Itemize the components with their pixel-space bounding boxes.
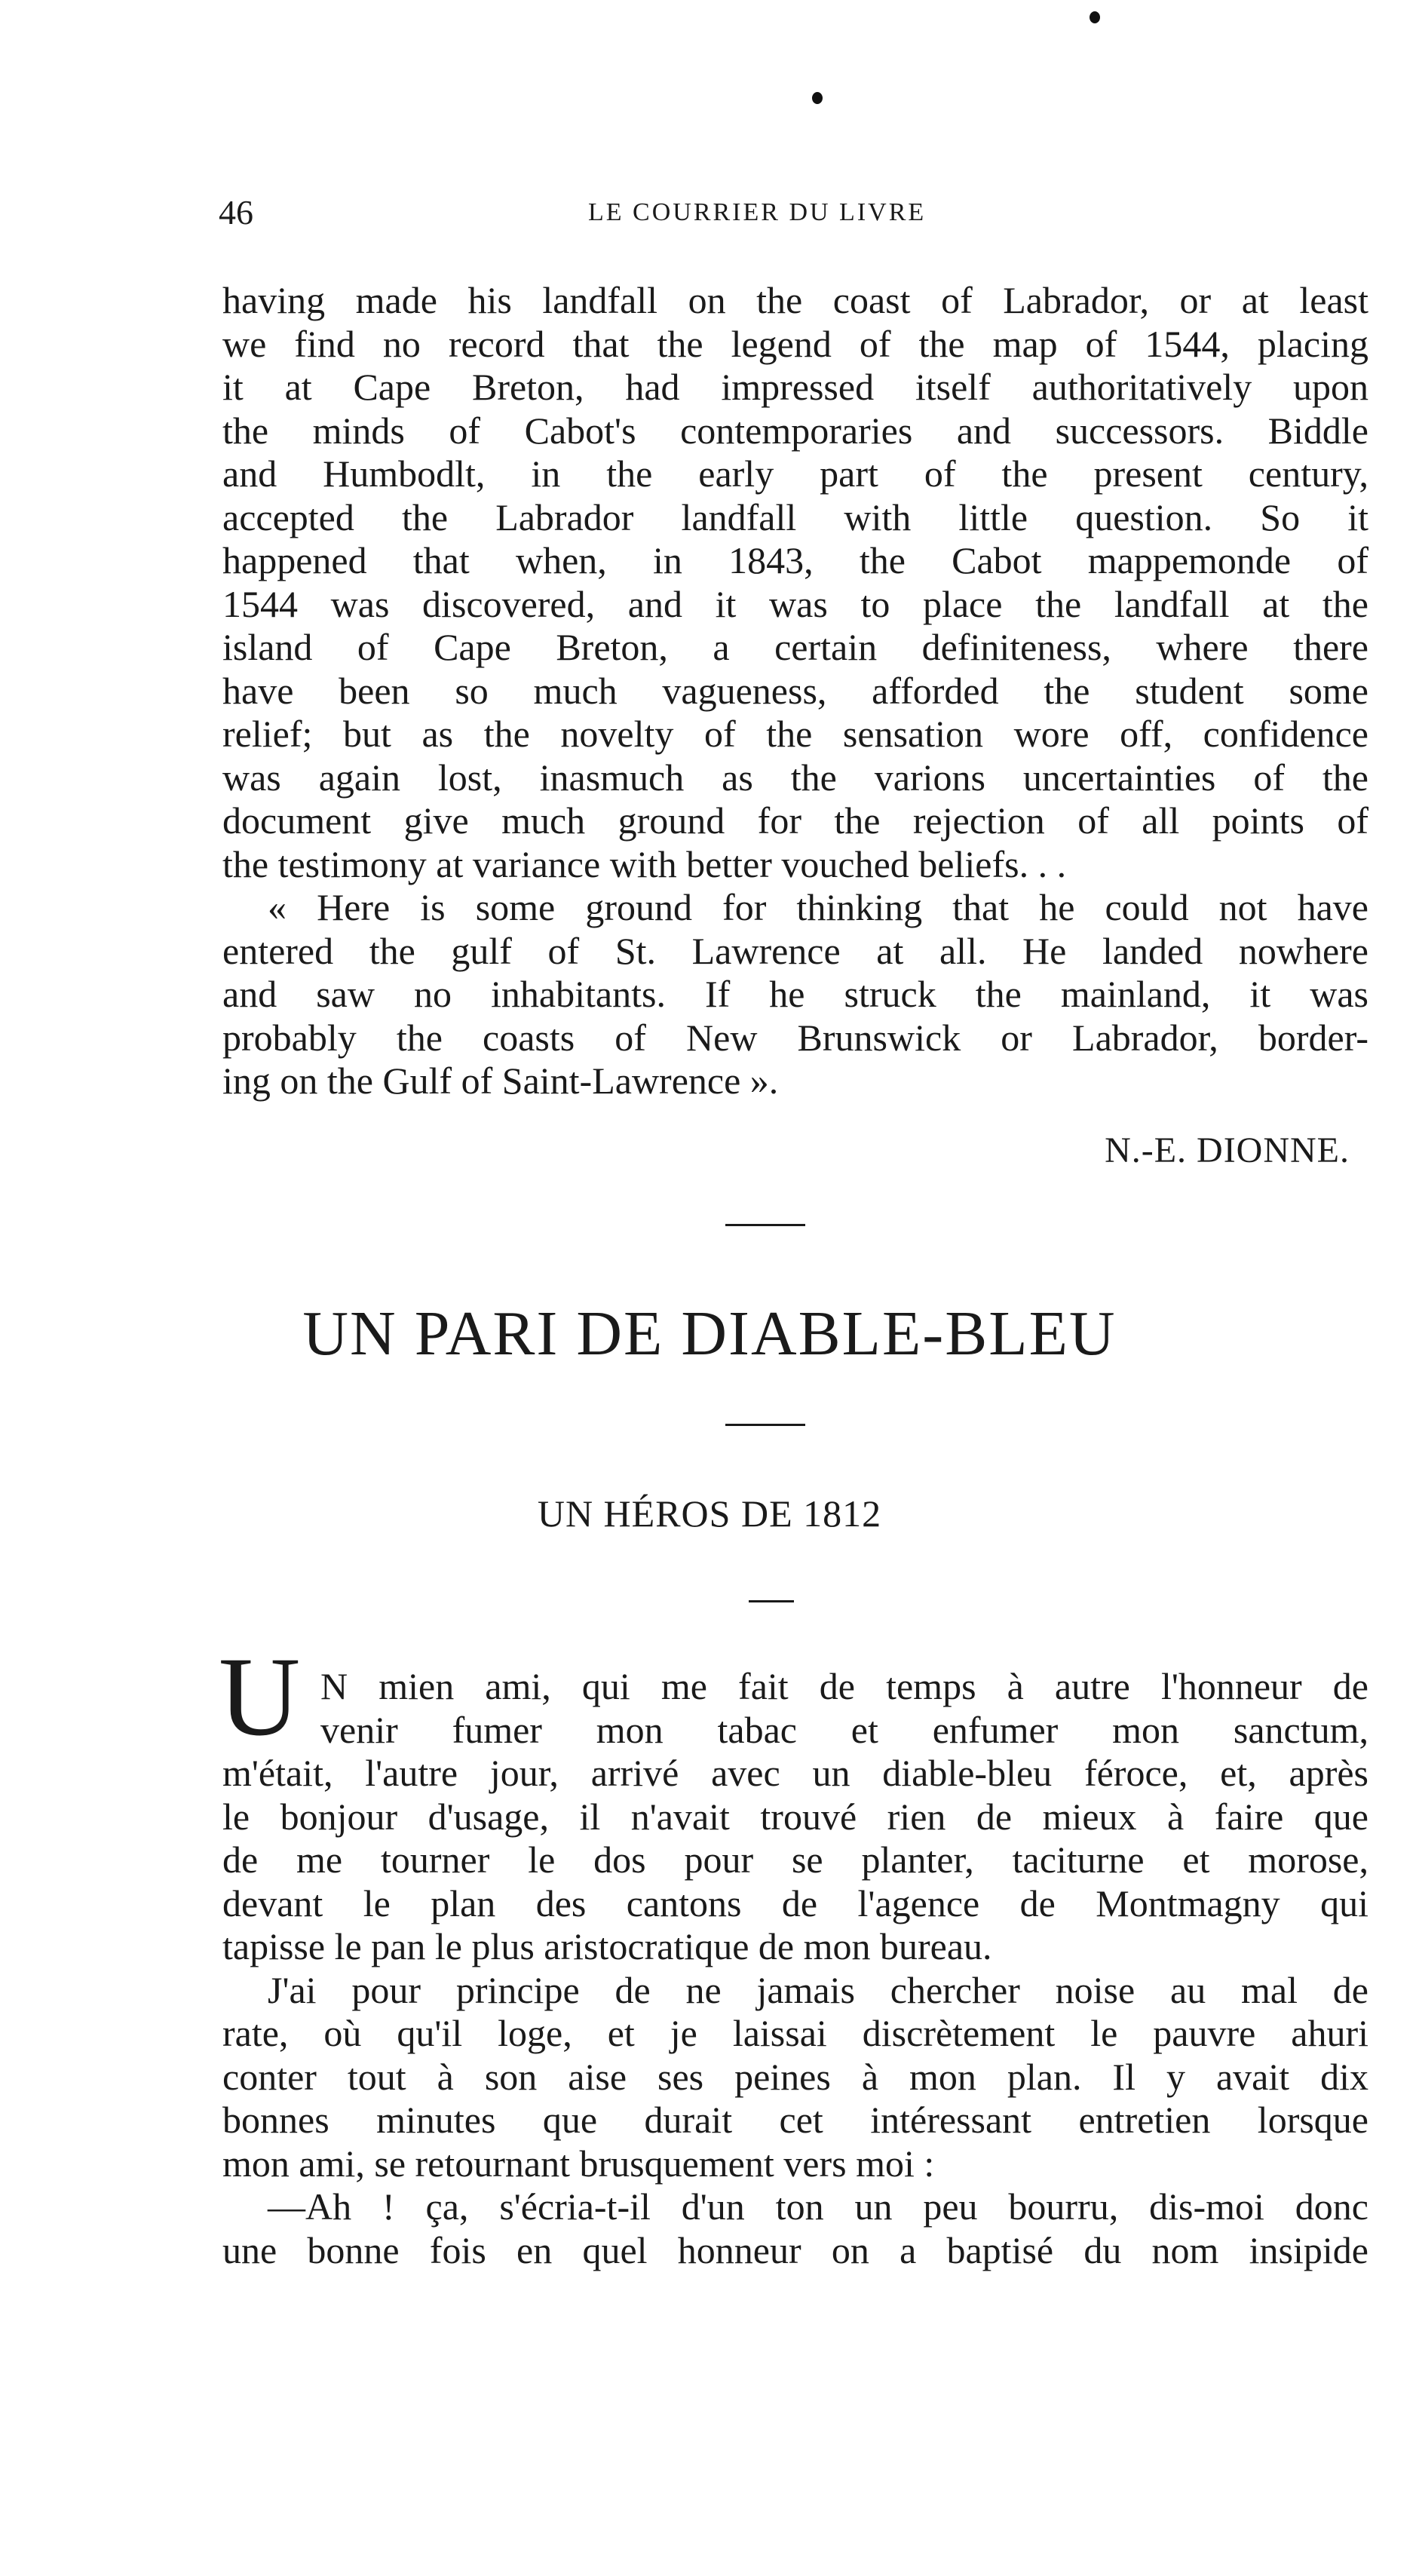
text-line: conter tout à son aise ses peines à mon plan. Il y avait dix <box>222 2055 1368 2098</box>
quote-line: ing on the Gulf of Saint-Lawrence ». <box>222 1060 779 1102</box>
text-line: venir fumer mon tabac et enfumer mon sanctum, <box>320 1708 1368 1751</box>
drop-cap: U <box>219 1634 301 1759</box>
text-line: rate, où qu'il loge, et je laissai discrètement le pauvre ahuri <box>222 2012 1368 2054</box>
quote-line: « Here is some ground for thinking that he could not have <box>268 886 1368 928</box>
quote-line: and saw no inhabitants. If he struck the mainland, it was <box>222 973 1368 1015</box>
running-title: LE COURRIER DU LIVRE <box>588 198 927 226</box>
text-line: bonnes minutes que durait cet intéressant entretien lorsque <box>222 2099 1368 2141</box>
text-line: J'ai pour principe de ne jamais chercher noise au mal de <box>268 1968 1368 2011</box>
text-line: de me tourner le dos pour se planter, taciturne et morose, <box>222 1838 1368 1881</box>
text-line: having made his landfall on the coast of Labrador, or at least <box>222 279 1368 321</box>
text-line: 1544 was discovered, and it was to place the landfall at the <box>222 582 1368 625</box>
text-line: relief; but as the novelty of the sensation wore off, confidence <box>222 713 1368 755</box>
page-header <box>219 192 1365 238</box>
section-divider <box>725 1224 805 1226</box>
text-line: N mien ami, qui me fait de temps à autre l'honneur de <box>320 1665 1368 1707</box>
ink-dot-upper <box>812 92 823 104</box>
text-line: was again lost, inasmuch as the varions uncertainties of the <box>222 756 1368 799</box>
text-line: it at Cape Breton, had impressed itself authoritatively upon <box>222 366 1368 408</box>
text-line: document give much ground for the rejection of all points of <box>222 799 1368 842</box>
text-line: une bonne fois en quel honneur on a baptisé du nom insipide <box>222 2228 1368 2271</box>
text-line: have been so much vagueness, afforded the student some <box>222 669 1368 712</box>
title-divider <box>725 1424 805 1426</box>
text-line: m'était, l'autre jour, arrivé avec un diable-bleu féroce, et, après <box>222 1752 1368 1794</box>
text-line: the minds of Cabot's contemporaries and successors. Biddle <box>222 409 1368 452</box>
text-line: —Ah ! ça, s'écria-t-il d'un ton un peu bourru, dis-moi donc <box>268 2185 1368 2228</box>
text-line: island of Cape Breton, a certain definiteness, where there <box>222 626 1368 668</box>
ink-dot-top <box>1090 11 1100 23</box>
text-line: we find no record that the legend of the map of 1544, placing <box>222 322 1368 365</box>
english-passage <box>222 279 1368 1103</box>
text-line: tapisse le pan le plus aristocratique de mon bureau. <box>222 1925 992 1967</box>
author-signature: N.-E. DIONNE. <box>1105 1130 1350 1170</box>
text-line: devant le plan des cantons de l'agence de Montmagny qui <box>222 1881 1368 1924</box>
subtitle-divider <box>749 1600 794 1602</box>
page-number: 46 <box>219 193 253 232</box>
text-line: le bonjour d'usage, il n'avait trouvé rien de mieux à faire que <box>222 1795 1368 1838</box>
text-line: happened that when, in 1843, the Cabot mappemonde of <box>222 539 1368 581</box>
article-body <box>222 1665 1368 2272</box>
article-subtitle: UN HÉROS DE 1812 <box>537 1492 882 1535</box>
article-title: UN PARI DE DIABLE-BLEU <box>302 1299 1117 1369</box>
text-line: the testimony at variance with better vouched beliefs. . . <box>222 842 1067 885</box>
text-line: mon ami, se retournant brusquement vers moi : <box>222 2142 935 2185</box>
text-line: and Humbodlt, in the early part of the present century, <box>222 452 1368 495</box>
quote-line: entered the gulf of St. Lawrence at all. He landed nowhere <box>222 929 1368 972</box>
text-line: accepted the Labrador landfall with little question. So it <box>222 495 1368 538</box>
quote-line: probably the coasts of New Brunswick or Labrador, border- <box>222 1016 1368 1059</box>
